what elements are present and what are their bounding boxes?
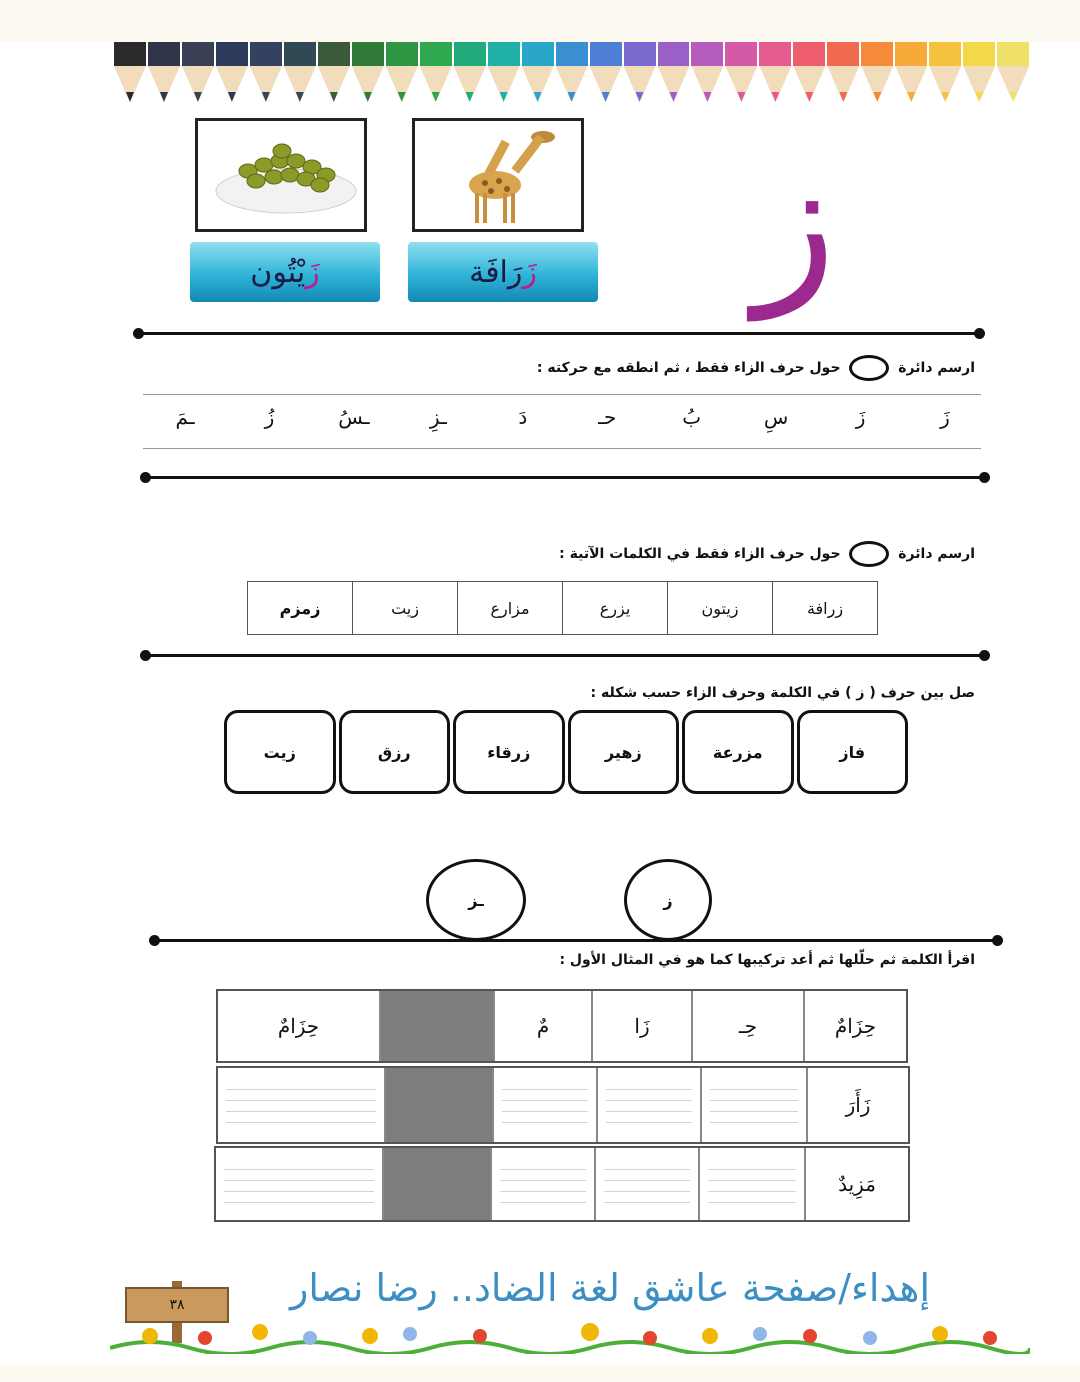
letter-form-connected[interactable]: ـز [426, 859, 526, 941]
section-divider [138, 332, 980, 335]
example-word: حِزَامٌ [803, 991, 906, 1061]
example-result: حِزَامٌ [277, 1014, 320, 1038]
letter-item[interactable]: ـسُ [338, 405, 370, 429]
writing-cell[interactable] [596, 1068, 700, 1142]
giraffe-word-accent: زَ [522, 254, 537, 290]
section-divider [145, 654, 985, 657]
example-part: زَا [591, 991, 691, 1061]
pencil-icon [894, 42, 928, 132]
match-words-row [224, 710, 908, 794]
giraffe-word-rest: رَافَة [469, 254, 523, 290]
word-cell[interactable]: زيت [352, 582, 457, 634]
letters-row [150, 405, 980, 441]
exercise2-instruction-end: حول حرف الزاء فقط في الكلمات الآتية : [559, 546, 841, 562]
pencil-icon [928, 42, 962, 132]
olives-word-rest: يْتُون [250, 254, 306, 290]
letter-item[interactable]: ـزِ [429, 405, 447, 429]
letter-item[interactable]: زَ [855, 405, 866, 429]
example-part: مٌ [493, 991, 591, 1061]
match-word-box[interactable]: رزق [339, 710, 451, 794]
writing-cell[interactable] [698, 1148, 804, 1220]
exercise3-instruction: صل بين حرف ( ز ) في الكلمة وحرف الزاء حسب شكله : [590, 685, 975, 701]
writing-cell[interactable] [492, 1068, 596, 1142]
example-row [216, 989, 908, 1063]
olives-word-banner [190, 242, 380, 302]
letter-item[interactable]: ـمَ [175, 405, 195, 429]
circle-icon [849, 541, 889, 567]
olives-picture [195, 118, 367, 232]
letter-form-isolated[interactable]: ز [624, 859, 712, 941]
page-number: ٣٨ [169, 1297, 185, 1313]
word-cell[interactable]: زمزم [279, 598, 321, 618]
writing-cell[interactable] [218, 1068, 384, 1142]
giraffe-picture [412, 118, 584, 232]
pencil-icon [113, 42, 147, 132]
match-word-box[interactable]: زهير [568, 710, 680, 794]
letter-item[interactable]: بُ [682, 405, 702, 429]
writing-cell[interactable] [216, 1148, 382, 1220]
screen-bottom-band [0, 1364, 1080, 1382]
writing-cell[interactable] [594, 1148, 698, 1220]
example-part: حِـ [691, 991, 803, 1061]
exercise2-instruction-start: ارسم دائرة [898, 546, 975, 562]
practice-row [214, 1146, 910, 1222]
letter-item[interactable]: سِ [763, 405, 789, 429]
giraffe-icon [415, 121, 581, 229]
shaded-cell [382, 1148, 490, 1220]
words-table [247, 581, 878, 635]
worksheet-page [0, 42, 1080, 1364]
match-word-box[interactable]: فاز [797, 710, 909, 794]
exercise1-instruction-end: حول حرف الزاء فقط ، ثم انطقه مع حركته : [536, 360, 841, 376]
word-cell[interactable]: زرافة [772, 582, 877, 634]
letter-item[interactable]: زُ [264, 405, 275, 429]
writing-cell[interactable] [700, 1068, 806, 1142]
pencil-icon [996, 42, 1030, 132]
exercise2-instruction [559, 541, 975, 567]
match-word-box[interactable]: زرقاء [453, 710, 565, 794]
match-word-box[interactable]: زيت [224, 710, 336, 794]
featured-letter: ز [753, 123, 837, 321]
section-divider [154, 939, 998, 942]
pencil-icon [623, 42, 657, 132]
credit-text: إهداء/صفحة عاشق لغة الضاد.. رضا نصار [289, 1266, 931, 1310]
circle-icon [849, 355, 889, 381]
letter-item[interactable]: زَ [940, 405, 950, 429]
pencil-icon [962, 42, 996, 132]
pencil-icon [147, 42, 181, 132]
olives-word-accent: زَ [305, 254, 320, 290]
shaded-cell [379, 991, 493, 1061]
exercise4-instruction: اقرأ الكلمة ثم حلّلها ثم أعد تركيبها كما هو في المثال الأول : [559, 952, 975, 968]
row-top-line [143, 394, 981, 395]
shaded-cell [384, 1068, 492, 1142]
writing-cell[interactable] [490, 1148, 594, 1220]
section-divider [145, 476, 985, 479]
match-word-box[interactable]: مزرعة [682, 710, 794, 794]
exercise1-instruction [537, 355, 975, 381]
word-cell[interactable]: يزرع [562, 582, 667, 634]
pencil-icon [657, 42, 691, 132]
exercise1-instruction-start: ارسم دائرة [898, 360, 975, 376]
pencil-icon [589, 42, 623, 132]
olives-icon [198, 121, 364, 229]
giraffe-word-banner [408, 242, 598, 302]
word-cell[interactable]: مزارع [457, 582, 562, 634]
practice-row [216, 1066, 910, 1144]
row-bottom-line [143, 448, 981, 449]
letter-item[interactable]: حـ [598, 405, 617, 429]
practice-word: مَزِيدٌ [804, 1148, 908, 1220]
flowers-border-icon [110, 1318, 1030, 1354]
practice-word: زَأَرَ [806, 1068, 908, 1142]
letter-item[interactable]: دَ [518, 405, 528, 429]
word-cell[interactable]: زيتون [667, 582, 772, 634]
